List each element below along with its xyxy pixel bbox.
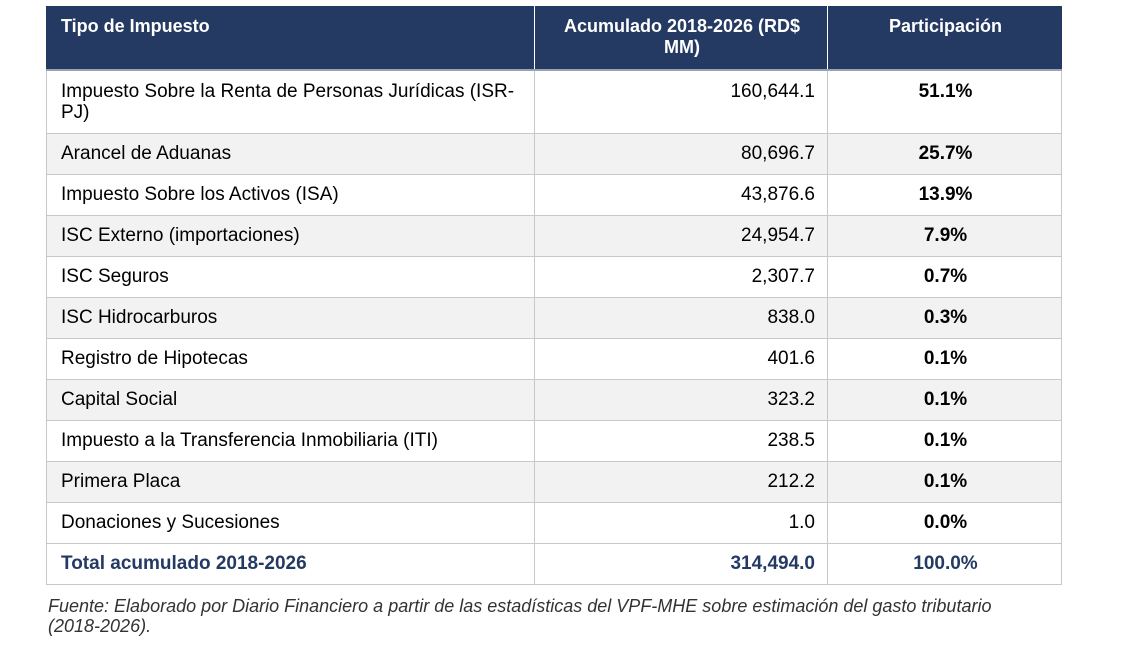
- share-cell: 0.0%: [828, 503, 1062, 544]
- total-row: [47, 544, 1062, 585]
- table-row: [47, 175, 1062, 216]
- accumulated-value-cell: 1.0: [535, 503, 828, 544]
- tax-table: [46, 6, 1062, 585]
- accumulated-value-cell: 401.6: [535, 339, 828, 380]
- total-share-cell: 100.0%: [828, 544, 1062, 585]
- accumulated-value-cell: 838.0: [535, 298, 828, 339]
- accumulated-value-cell: 160,644.1: [535, 70, 828, 134]
- table-body: [47, 70, 1062, 585]
- column-header-accumulated: Acumulado 2018-2026 (RD$ MM): [535, 6, 828, 70]
- column-header-share: Participación: [828, 6, 1062, 70]
- share-cell: 0.1%: [828, 380, 1062, 421]
- accumulated-value-cell: 43,876.6: [535, 175, 828, 216]
- table-row: [47, 216, 1062, 257]
- table-row: [47, 503, 1062, 544]
- table-row: [47, 298, 1062, 339]
- share-cell: 0.1%: [828, 339, 1062, 380]
- share-cell: 25.7%: [828, 134, 1062, 175]
- header-row: [47, 6, 1062, 70]
- tax-name-cell: Primera Placa: [47, 462, 535, 503]
- share-cell: 13.9%: [828, 175, 1062, 216]
- table-row: [47, 421, 1062, 462]
- total-label-cell: Total acumulado 2018-2026: [47, 544, 535, 585]
- accumulated-value-cell: 24,954.7: [535, 216, 828, 257]
- source-footnote: Fuente: Elaborado por Diario Financiero a partir de las estadísticas del VPF-MHE sobre estimación del gasto tributario (2018-2026).: [48, 596, 992, 636]
- share-cell: 0.1%: [828, 462, 1062, 503]
- tax-name-cell: Arancel de Aduanas: [47, 134, 535, 175]
- table-row: [47, 134, 1062, 175]
- table-row: [47, 462, 1062, 503]
- tax-name-cell: ISC Externo (importaciones): [47, 216, 535, 257]
- table-row: [47, 70, 1062, 134]
- tax-name-cell: Impuesto a la Transferencia Inmobiliaria (ITI): [47, 421, 535, 462]
- accumulated-value-cell: 238.5: [535, 421, 828, 462]
- share-cell: 51.1%: [828, 70, 1062, 134]
- tax-name-cell: Donaciones y Sucesiones: [47, 503, 535, 544]
- tax-name-cell: Impuesto Sobre los Activos (ISA): [47, 175, 535, 216]
- total-value-cell: 314,494.0: [535, 544, 828, 585]
- tax-name-cell: Impuesto Sobre la Renta de Personas Jurídicas (ISR-PJ): [47, 70, 535, 134]
- table-header: [47, 6, 1062, 70]
- accumulated-value-cell: 323.2: [535, 380, 828, 421]
- share-cell: 7.9%: [828, 216, 1062, 257]
- share-cell: 0.7%: [828, 257, 1062, 298]
- table-row: [47, 380, 1062, 421]
- tax-name-cell: ISC Seguros: [47, 257, 535, 298]
- tax-name-cell: ISC Hidrocarburos: [47, 298, 535, 339]
- table-row: [47, 257, 1062, 298]
- accumulated-value-cell: 2,307.7: [535, 257, 828, 298]
- accumulated-value-cell: 212.2: [535, 462, 828, 503]
- column-header-tax-type: Tipo de Impuesto: [47, 6, 535, 70]
- share-cell: 0.1%: [828, 421, 1062, 462]
- share-cell: 0.3%: [828, 298, 1062, 339]
- table-row: [47, 339, 1062, 380]
- accumulated-value-cell: 80,696.7: [535, 134, 828, 175]
- tax-name-cell: Capital Social: [47, 380, 535, 421]
- tax-name-cell: Registro de Hipotecas: [47, 339, 535, 380]
